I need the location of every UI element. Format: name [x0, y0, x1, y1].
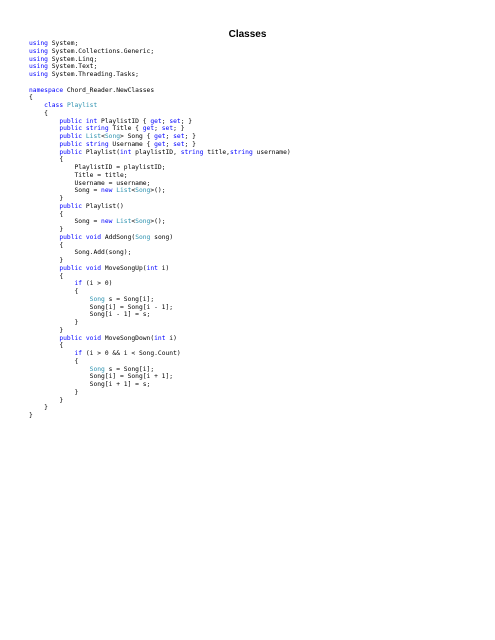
code-keyword: public: [59, 133, 83, 140]
code-keyword: public: [59, 264, 83, 272]
code-text: [29, 102, 44, 109]
code-text: {: [29, 288, 79, 295]
code-line: [29, 94, 291, 102]
code-keyword: public: [59, 233, 83, 241]
code-text: System.Threading.Tasks;: [47, 71, 139, 78]
code-line: [29, 149, 291, 157]
code-text: <: [131, 187, 136, 195]
code-text: <: [131, 218, 136, 226]
code-line: [29, 412, 291, 420]
code-line: [29, 203, 291, 211]
code-keyword: get: [154, 140, 166, 148]
code-text: ;: [165, 140, 174, 148]
code-keyword: set: [173, 133, 185, 140]
code-line: [29, 79, 291, 87]
code-text: {: [29, 357, 79, 365]
code-keyword: set: [169, 117, 181, 125]
code-text: [29, 133, 59, 140]
code-text: PlaylistID {: [97, 117, 151, 125]
code-text: MoveSongDown(: [101, 334, 155, 342]
code-keyword: public: [59, 202, 83, 210]
code-text: {: [29, 156, 64, 164]
code-line: [29, 265, 291, 273]
code-text: System;: [47, 40, 79, 47]
code-type: Song: [135, 218, 151, 226]
code-text: {: [29, 272, 64, 280]
code-text: [29, 141, 59, 148]
code-line: [29, 358, 291, 366]
code-line: [29, 381, 291, 389]
code-keyword: new: [101, 218, 113, 226]
code-text: [29, 118, 59, 125]
code-keyword: using: [29, 55, 48, 63]
code-text: Song.Add(song);: [29, 249, 132, 257]
code-line: [29, 342, 291, 350]
code-line: [29, 304, 291, 312]
code-text: ;: [165, 133, 174, 140]
code-line: [29, 156, 291, 164]
code-text: Song[i] = Song[i + 1];: [29, 373, 174, 381]
code-line: [29, 180, 291, 188]
code-type: Song: [89, 295, 105, 303]
code-keyword: using: [29, 63, 48, 71]
code-type: Song: [104, 133, 121, 140]
code-keyword: public: [59, 140, 83, 148]
code-text: playlistID,: [131, 148, 181, 156]
code-line: [29, 71, 291, 79]
code-text: {: [29, 94, 33, 102]
code-keyword: namespace: [29, 86, 64, 94]
code-text: ; }: [184, 133, 196, 140]
code-keyword: public: [59, 117, 83, 125]
code-line: [29, 257, 291, 265]
code-text: Username = username;: [29, 179, 151, 187]
code-line: [29, 40, 291, 48]
code-keyword: set: [161, 125, 174, 133]
code-text: > Song {: [120, 133, 155, 140]
code-keyword: void: [85, 334, 102, 342]
code-text: }: [29, 412, 33, 419]
code-line: [29, 110, 291, 118]
code-line: [29, 389, 291, 397]
code-line: [29, 164, 291, 172]
code-line: [29, 311, 291, 319]
code-text: [29, 234, 59, 241]
code-text: Username {: [108, 140, 155, 148]
code-keyword: void: [85, 264, 102, 272]
code-keyword: string: [180, 148, 204, 156]
code-line: [29, 234, 291, 242]
code-text: {: [29, 109, 48, 117]
code-text: Song =: [29, 218, 102, 226]
code-line: [29, 87, 291, 95]
code-text: s = Song[i];: [104, 295, 155, 303]
code-keyword: set: [173, 140, 185, 148]
code-keyword: using: [29, 71, 48, 78]
code-keyword: using: [29, 40, 48, 47]
code-text: >();: [150, 187, 166, 195]
code-keyword: get: [154, 133, 166, 140]
code-text: song): [150, 233, 174, 241]
code-type: List: [116, 218, 132, 226]
code-text: >();: [150, 218, 166, 226]
code-line: [29, 373, 291, 381]
code-keyword: int: [120, 148, 132, 156]
code-text: System.Linq;: [47, 55, 98, 63]
code-line: [29, 141, 291, 149]
code-text: username): [252, 148, 291, 156]
code-text: Playlist(): [82, 202, 124, 210]
code-text: [29, 203, 59, 210]
code-line: [29, 335, 291, 343]
code-text: Song[i] = Song[i - 1];: [29, 303, 174, 311]
code-text: s = Song[i];: [104, 365, 155, 373]
code-line: [29, 226, 291, 234]
code-keyword: int: [146, 264, 158, 272]
code-line: [29, 102, 291, 110]
code-keyword: get: [150, 117, 162, 125]
code-keyword: string: [85, 140, 109, 148]
code-line: [29, 280, 291, 288]
code-line: [29, 404, 291, 412]
code-text: Chord_Reader.NewClasses: [63, 86, 155, 94]
page-title: Classes: [228, 29, 267, 40]
code-text: i): [157, 264, 170, 272]
code-line: [29, 249, 291, 257]
code-type: Song: [135, 233, 151, 241]
code-text: ; }: [184, 140, 196, 148]
code-text: Title {: [108, 125, 143, 133]
code-keyword: string: [229, 148, 253, 156]
code-text: <: [101, 133, 105, 140]
code-keyword: public: [59, 148, 83, 156]
code-line: [29, 397, 291, 405]
code-text: {: [29, 342, 64, 350]
code-text: PlaylistID = playlistID;: [29, 164, 166, 171]
code-text: Song[i - 1] = s;: [29, 311, 151, 319]
code-text: (i > 0): [82, 280, 113, 288]
code-text: [29, 265, 59, 272]
code-text: [29, 125, 59, 132]
code-keyword: public: [59, 334, 83, 342]
code-text: Title = title;: [29, 171, 128, 179]
code-keyword: public: [59, 125, 83, 133]
code-line: [29, 172, 291, 180]
code-line: [29, 56, 291, 64]
code-line: [29, 273, 291, 281]
code-text: }: [29, 396, 64, 404]
code-text: ; }: [173, 125, 185, 133]
code-text: System.Text;: [47, 63, 98, 71]
code-line: [29, 319, 291, 327]
code-keyword: get: [142, 125, 155, 133]
code-text: (i > 0 && i < Song.Count): [82, 350, 181, 357]
code-type: List: [116, 187, 132, 195]
code-keyword: new: [101, 187, 113, 195]
code-line: [29, 211, 291, 219]
code-text: [29, 366, 90, 373]
code-text: }: [29, 226, 64, 233]
code-text: }: [29, 404, 48, 412]
code-text: ;: [154, 125, 162, 133]
code-line: [29, 133, 291, 141]
code-text: title,: [203, 148, 230, 156]
code-line: [29, 195, 291, 203]
code-line: [29, 242, 291, 250]
code-text: [29, 335, 59, 342]
code-text: [29, 149, 59, 156]
code-text: Playlist(: [82, 148, 121, 156]
code-line: [29, 366, 291, 374]
code-line: [29, 63, 291, 71]
code-line: [29, 48, 291, 56]
code-text: }: [29, 195, 64, 202]
code-keyword: int: [85, 117, 98, 125]
code-keyword: string: [85, 125, 109, 133]
code-text: {: [29, 210, 64, 218]
code-text: ; }: [180, 117, 193, 125]
code-line: [29, 125, 291, 133]
code-line: [29, 218, 291, 226]
code-text: MoveSongUp(: [101, 264, 147, 272]
code-line: [29, 187, 291, 195]
code-keyword: using: [29, 47, 48, 55]
code-line: [29, 327, 291, 335]
code-text: }: [29, 326, 64, 334]
code-text: }: [29, 257, 64, 264]
code-type: List: [85, 133, 102, 140]
code-line: [29, 288, 291, 296]
code-block: [29, 40, 291, 420]
code-text: AddSong(: [101, 233, 136, 241]
code-text: Song =: [29, 187, 102, 195]
code-text: Song[i + 1] = s;: [29, 381, 151, 388]
code-text: }: [29, 388, 79, 396]
code-type: Song: [89, 365, 105, 373]
code-type: Playlist: [66, 102, 98, 109]
code-line: [29, 118, 291, 126]
code-text: {: [29, 241, 64, 249]
code-keyword: if: [74, 350, 83, 357]
code-text: ;: [161, 117, 170, 125]
code-text: [29, 350, 75, 357]
code-line: [29, 296, 291, 304]
code-keyword: class: [44, 102, 64, 109]
code-line: [29, 350, 291, 358]
code-text: i): [165, 334, 177, 342]
code-text: System.Collections.Generic;: [47, 47, 155, 55]
code-keyword: if: [74, 280, 83, 288]
code-keyword: void: [85, 233, 102, 241]
code-text: [29, 296, 90, 303]
code-text: }: [29, 319, 79, 326]
code-text: [29, 280, 75, 287]
code-type: Song: [135, 187, 151, 195]
code-keyword: int: [154, 334, 166, 342]
